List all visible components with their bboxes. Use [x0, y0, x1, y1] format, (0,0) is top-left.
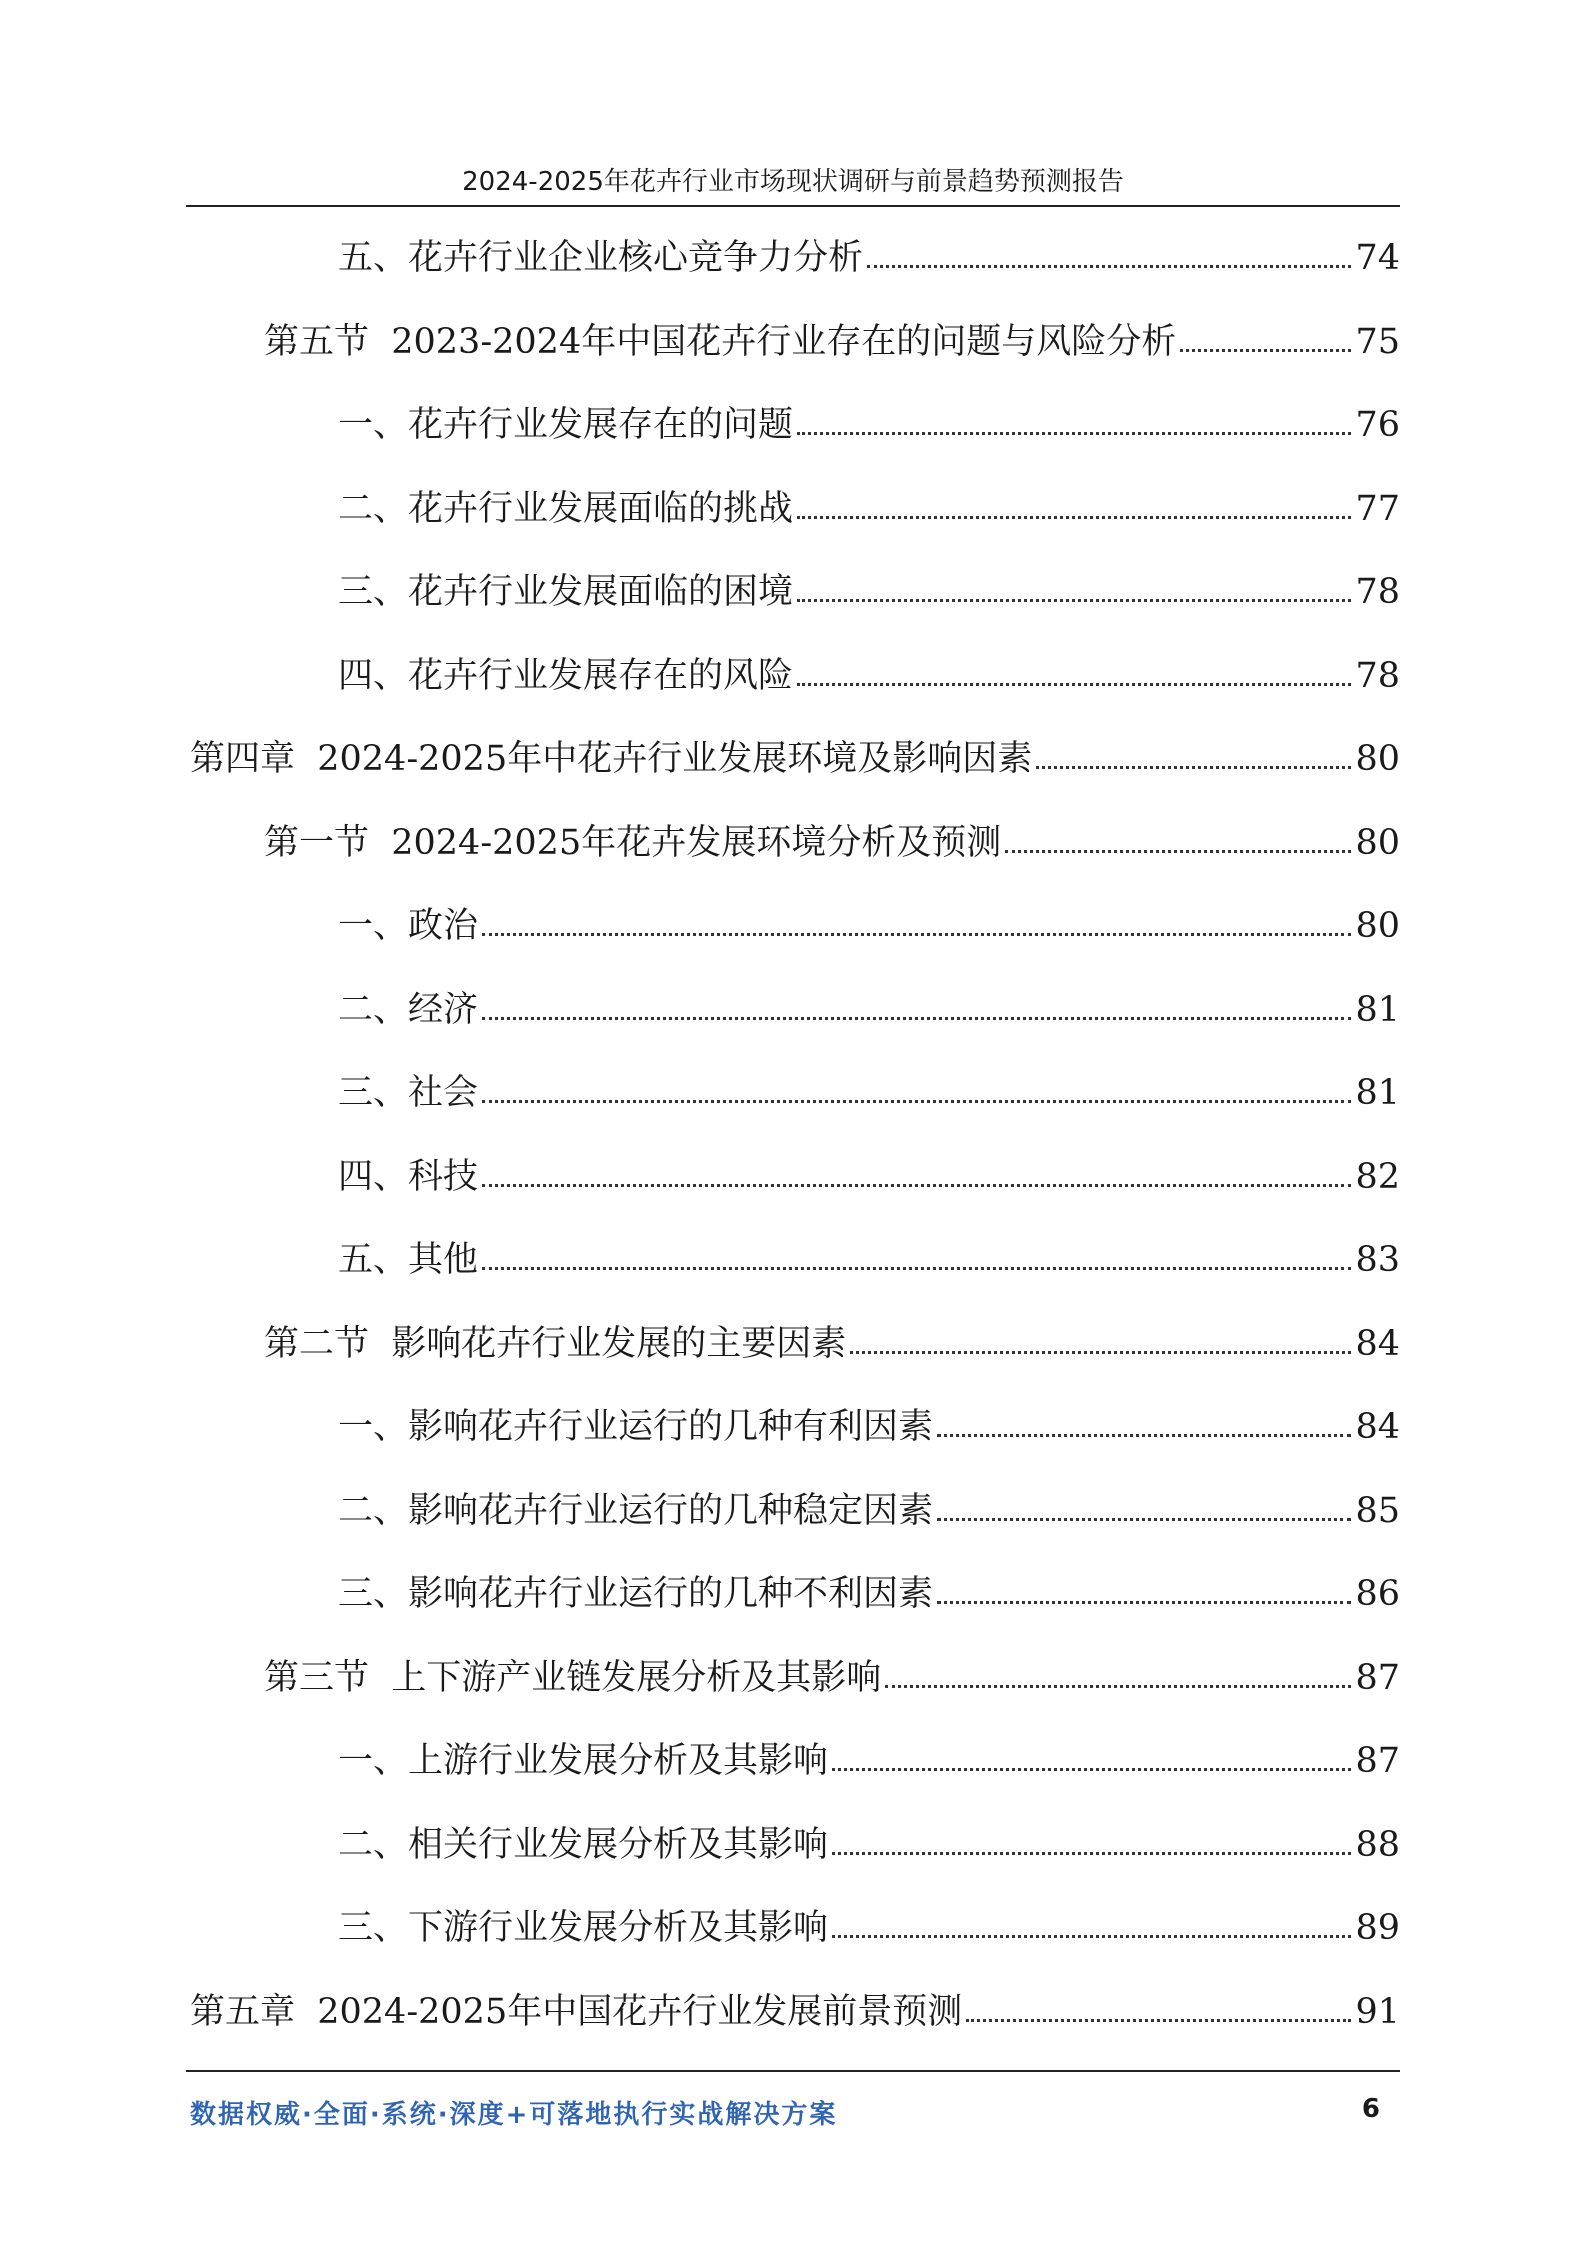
toc-leader-dots [797, 683, 1351, 686]
toc-entry[interactable] [338, 638, 1400, 698]
toc-leader-dots [797, 432, 1351, 435]
toc-entry[interactable] [338, 1723, 1400, 1783]
toc-entry-label: 一、政治 [338, 906, 479, 946]
toc-leader-dots [832, 1852, 1351, 1855]
toc-entry-label: 二、相关行业发展分析及其影响 [338, 1824, 829, 1865]
toc-leader-dots [832, 1768, 1351, 1771]
toc-entry-page: 81 [1355, 989, 1400, 1030]
toc-entry-label: 五、其他 [338, 1240, 479, 1280]
toc-entry-page: 80 [1355, 822, 1400, 863]
toc-entry-label: 一、影响花卉行业运行的几种有利因素 [338, 1407, 934, 1447]
toc-leader-dots [937, 1434, 1351, 1437]
toc-entry-label: 三、影响花卉行业运行的几种不利因素 [338, 1574, 934, 1614]
toc-entry[interactable] [190, 1974, 1400, 2034]
toc-leader-dots [797, 599, 1351, 602]
toc-entry-label: 三、下游行业发展分析及其影响 [338, 1908, 829, 1948]
toc-entry[interactable] [338, 471, 1400, 531]
toc-entry-label: 第四章 2024-2025年中花卉行业发展环境及影响因素 [190, 739, 1033, 779]
toc-entry-page: 82 [1355, 1156, 1400, 1197]
toc-entry[interactable] [264, 1640, 1400, 1700]
toc-entry-label: 第五章 2024-2025年中国花卉行业发展前景预测 [190, 1991, 963, 2032]
toc-entry-label: 一、上游行业发展分析及其影响 [338, 1741, 829, 1781]
toc-leader-dots [937, 1518, 1351, 1521]
toc-entry-page: 78 [1355, 572, 1400, 612]
toc-entry[interactable] [264, 1306, 1400, 1366]
toc-entry[interactable] [338, 1222, 1400, 1282]
toc-leader-dots [1036, 766, 1351, 769]
toc-entry-page: 74 [1355, 238, 1400, 278]
toc-entry-page: 80 [1355, 906, 1400, 946]
toc-leader-dots [797, 516, 1351, 519]
toc-entry[interactable] [338, 1139, 1400, 1199]
toc-entry-page: 83 [1355, 1240, 1400, 1280]
toc-entry-page: 80 [1355, 739, 1400, 779]
toc-leader-dots [1180, 349, 1351, 352]
toc-entry-label: 一、花卉行业发展存在的问题 [338, 405, 794, 445]
toc-entry[interactable] [338, 1389, 1400, 1449]
toc-entry-page: 76 [1355, 405, 1400, 445]
toc-leader-dots [832, 1935, 1351, 1938]
page-number: 6 [1361, 2094, 1380, 2124]
toc-leader-dots [1005, 850, 1351, 853]
toc-entry[interactable] [338, 1473, 1400, 1533]
toc-entry-label: 第五节 2023-2024年中国花卉行业存在的问题与风险分析 [264, 321, 1177, 362]
toc-leader-dots [482, 933, 1351, 936]
toc-entry-page: 85 [1355, 1490, 1400, 1531]
toc-leader-dots [850, 1351, 1351, 1354]
toc-entry-page: 89 [1355, 1908, 1400, 1948]
toc-entry-page: 78 [1355, 655, 1400, 696]
toc-entry[interactable] [338, 888, 1400, 948]
toc-entry-page: 86 [1355, 1574, 1400, 1614]
toc-leader-dots [937, 1601, 1351, 1604]
toc-entry-label: 二、花卉行业发展面临的挑战 [338, 488, 794, 529]
toc-entry[interactable] [338, 1556, 1400, 1616]
header-rule [186, 205, 1400, 207]
toc-entry-label: 五、花卉行业企业核心竞争力分析 [338, 238, 864, 278]
toc-leader-dots [885, 1685, 1351, 1688]
footer-rule [186, 2070, 1400, 2072]
toc-entry[interactable] [338, 1890, 1400, 1950]
toc-leader-dots [867, 265, 1351, 268]
toc-entry-page: 84 [1355, 1407, 1400, 1447]
toc-entry-label: 三、社会 [338, 1073, 479, 1113]
toc-entry-label: 第二节 影响花卉行业发展的主要因素 [264, 1323, 847, 1364]
toc-entry[interactable] [264, 805, 1400, 865]
toc-entry-page: 91 [1355, 1991, 1400, 2032]
page-header-title: 2024-2025年花卉行业市场现状调研与前景趋势预测报告 [462, 167, 1124, 197]
toc-entry-page: 84 [1355, 1323, 1400, 1364]
footer-slogan: 数据权威·全面·系统·深度+可落地执行实战解决方案 [190, 2100, 838, 2130]
toc-entry-label: 四、花卉行业发展存在的风险 [338, 655, 794, 696]
toc-entry[interactable] [338, 387, 1400, 447]
toc-leader-dots [966, 2019, 1351, 2022]
toc-entry-label: 二、经济 [338, 989, 479, 1030]
toc-entry[interactable] [338, 1807, 1400, 1867]
toc-entry-page: 88 [1355, 1824, 1400, 1865]
toc-entry-page: 77 [1355, 488, 1400, 529]
toc-entry-page: 81 [1355, 1073, 1400, 1113]
toc-leader-dots [482, 1017, 1351, 1020]
toc-entry-label: 二、影响花卉行业运行的几种稳定因素 [338, 1490, 934, 1531]
toc-entry-page: 87 [1355, 1741, 1400, 1781]
toc-entry[interactable] [190, 721, 1400, 781]
toc-entry-label: 三、花卉行业发展面临的困境 [338, 572, 794, 612]
toc-entry-label: 第一节 2024-2025年花卉发展环境分析及预测 [264, 822, 1002, 863]
toc-entry[interactable] [338, 220, 1400, 280]
toc-leader-dots [482, 1100, 1351, 1103]
toc-entry[interactable] [264, 304, 1400, 364]
toc-entry[interactable] [338, 554, 1400, 614]
toc-entry[interactable] [338, 1055, 1400, 1115]
toc-entry-page: 87 [1355, 1657, 1400, 1698]
toc-leader-dots [482, 1184, 1351, 1187]
toc-leader-dots [482, 1267, 1351, 1270]
toc-entry-label: 四、科技 [338, 1156, 479, 1197]
toc-entry-label: 第三节 上下游产业链发展分析及其影响 [264, 1657, 882, 1698]
toc-entry[interactable] [338, 972, 1400, 1032]
toc-entry-page: 75 [1355, 321, 1400, 362]
